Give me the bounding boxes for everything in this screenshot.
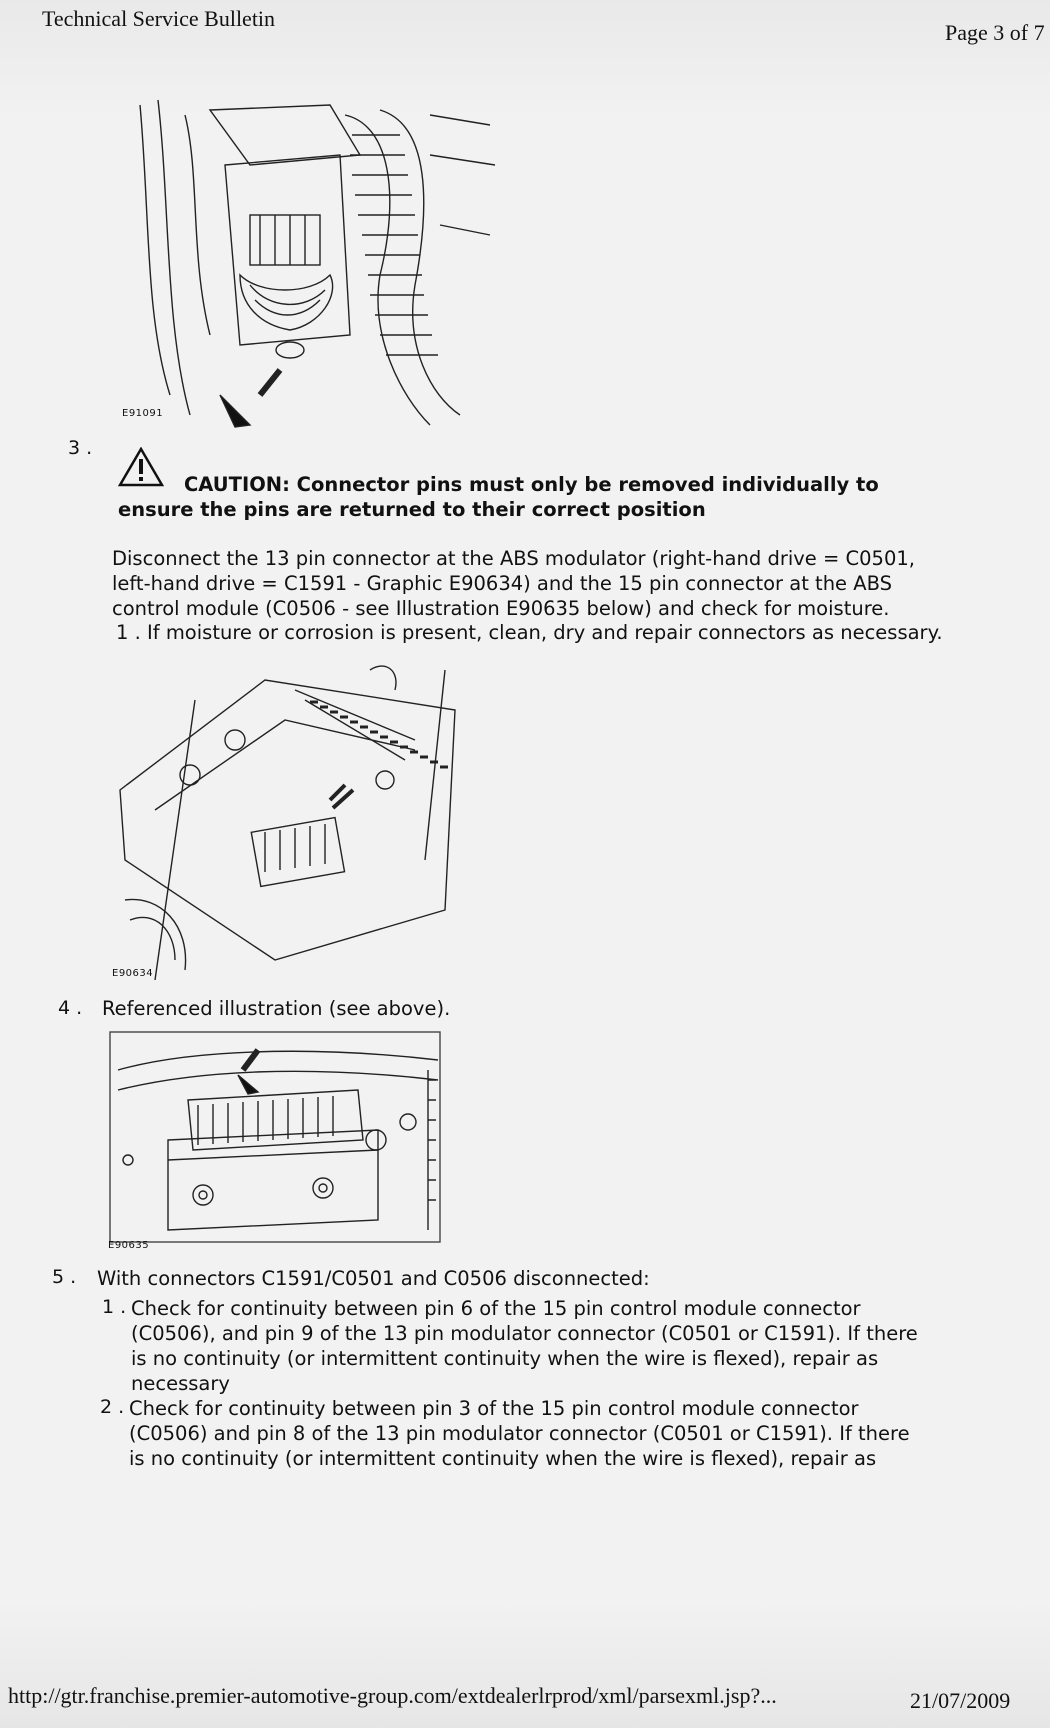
figure-abs-control-module: [108, 1030, 443, 1245]
step-number: 3 .: [68, 437, 93, 459]
source-url: http://gtr.franchise.premier-automotive-group.com/extdealerlrprod/xml/parsexml.jsp?...: [8, 1683, 777, 1708]
figure-connector-top: [130, 95, 500, 475]
step-number: 4 .: [58, 997, 83, 1019]
figure-abs-modulator: [115, 660, 460, 980]
figure-code: E91091: [122, 408, 164, 419]
bulletin-title: Technical Service Bulletin: [42, 6, 276, 31]
substep-number: 1 .: [102, 1296, 127, 1318]
caution-note: CAUTION: Connector pins must only be removed individually to ensure the pins are returned to their correct position: [118, 473, 879, 521]
step5-substep-1: Check for continuity between pin 6 of the 15 pin control module connector (C0506), and pin 9 of the 13 pin modulator connector (C0501 or C1591). If there is no continuity (or intermittent continuity when the wire is flexed), repair as necessary: [131, 1297, 918, 1395]
step3-instruction: Disconnect the 13 pin connector at the ABS modulator (right-hand drive = C0501, left-hand drive = C1591 - Graphic E90634) and the 15 pin connector at the ABS control module (C0506 - see Illustration E90635 below) and check for moisture.: [112, 547, 915, 620]
step5-substep-2: Check for continuity between pin 3 of the 15 pin control module connector (C0506) and pin 8 of the 13 pin modulator connector (C0501 or C1591). If there is no continuity (or intermittent continuity when the wire is flexed), repair as: [129, 1397, 910, 1470]
figure-code: E90635: [108, 1240, 150, 1251]
print-date: 21/07/2009: [910, 1688, 1011, 1713]
step4-instruction: Referenced illustration (see above).: [102, 997, 451, 1020]
page-indicator: Page 3 of 7: [945, 20, 1045, 45]
step5-instruction: With connectors C1591/C0501 and C0506 disconnected:: [97, 1267, 650, 1290]
substep-number: 2 .: [100, 1396, 125, 1418]
figure-code: E90634: [112, 968, 154, 979]
step3-substep-1: 1 . If moisture or corrosion is present, clean, dry and repair connectors as necessary.: [116, 621, 943, 644]
step-number: 5 .: [52, 1266, 77, 1288]
